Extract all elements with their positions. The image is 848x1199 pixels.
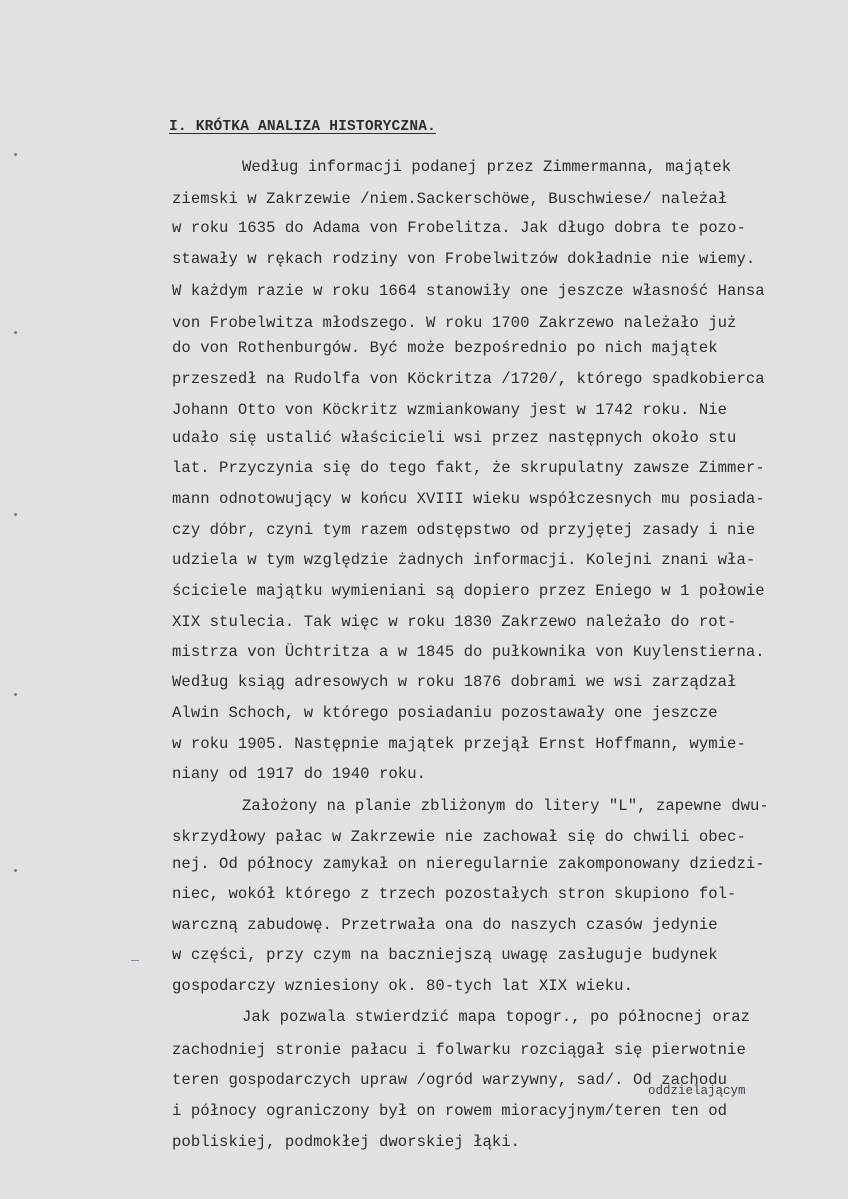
text-line: teren gospodarczych upraw /ogród warzywny, sad/. Od zachodu xyxy=(172,1071,728,1089)
text-line: w roku 1635 do Adama von Frobelitza. Jak długo dobra te pozo- xyxy=(172,219,746,237)
punch-mark xyxy=(14,153,17,156)
text-line: W każdym razie w roku 1664 stanowiły one jeszcze własność Hansa xyxy=(172,282,765,300)
text-line: pobliskiej, podmokłej dworskiej łąki. xyxy=(172,1133,521,1151)
text-line: stawały w rękach rodziny von Frobelwitzów dokładnie nie wiemy. xyxy=(172,250,756,268)
text-line: niec, wokół którego z trzech pozostałych stron skupiono fol- xyxy=(172,885,737,903)
text-line: Jak pozwala stwierdzić mapa topogr., po północnej oraz xyxy=(242,1008,751,1026)
text-line: ściciele majątku wymieniani są dopiero przez Eniego w 1 połowie xyxy=(172,582,765,600)
text-line: Alwin Schoch, w którego posiadaniu pozostawały one jeszcze xyxy=(172,704,718,722)
text-line: udało się ustalić właścicieli wsi przez następnych około stu xyxy=(172,429,737,447)
margin-mark xyxy=(131,960,139,961)
text-line: skrzydłowy pałac w Zakrzewie nie zachował się do chwili obec- xyxy=(172,828,746,846)
text-line: nej. Od północy zamykał on nieregularnie zakomponowany dziedzi- xyxy=(172,855,765,873)
interlinear-correction: oddzielającym xyxy=(648,1084,746,1098)
text-line: przeszedł na Rudolfa von Köckritza /1720/, którego spadkobierca xyxy=(172,370,765,388)
text-line: w roku 1905. Następnie majątek przejął Ernst Hoffmann, wymie- xyxy=(172,735,746,753)
punch-mark xyxy=(14,869,17,872)
text-line: i północy ograniczony był on rowem mioracyjnym/teren ten od xyxy=(172,1102,728,1120)
text-line: von Frobelwitza młodszego. W roku 1700 Zakrzewo należało już xyxy=(172,314,737,332)
text-line: udziela w tym względzie żadnych informacji. Kolejni znani wła- xyxy=(172,551,756,569)
text-line: Johann Otto von Köckritz wzmiankowany jest w 1742 roku. Nie xyxy=(172,401,728,419)
text-line: lat. Przyczynia się do tego fakt, że skrupulatny zawsze Zimmer- xyxy=(172,459,765,477)
text-line: XIX stulecia. Tak więc w roku 1830 Zakrzewo należało do rot- xyxy=(172,613,737,631)
text-line: Założony na planie zbliżonym do litery "L", zapewne dwu- xyxy=(242,797,769,815)
punch-mark xyxy=(14,331,17,334)
text-line: mann odnotowujący w końcu XVIII wieku współczesnych mu posiada- xyxy=(172,490,765,508)
text-line: warczną zabudowę. Przetrwała ona do naszych czasów jedynie xyxy=(172,916,718,934)
text-line: w części, przy czym na baczniejszą uwagę zasługuje budynek xyxy=(172,946,718,964)
text-line: do von Rothenburgów. Być może bezpośrednio po nich majątek xyxy=(172,339,718,357)
punch-mark xyxy=(14,693,17,696)
text-line: niany od 1917 do 1940 roku. xyxy=(172,765,427,783)
text-line: ziemski w Zakrzewie /niem.Sackerschöwe, Buschwiese/ należał xyxy=(172,190,728,208)
text-line: Według ksiąg adresowych w roku 1876 dobrami we wsi zarządzał xyxy=(172,673,737,691)
text-line: zachodniej stronie pałacu i folwarku rozciągał się pierwotnie xyxy=(172,1041,746,1059)
punch-mark xyxy=(14,513,17,516)
text-line: mistrza von Üchtritza a w 1845 do pułkownika von Kuylenstierna. xyxy=(172,643,765,661)
text-line: gospodarczy wzniesiony ok. 80-tych lat XIX wieku. xyxy=(172,977,633,995)
section-heading: I. KRÓTKA ANALIZA HISTORYCZNA. xyxy=(169,119,437,135)
text-line: czy dóbr, czyni tym razem odstępstwo od przyjętej zasady i nie xyxy=(172,521,756,539)
text-line: Według informacji podanej przez Zimmermanna, majątek xyxy=(242,158,732,176)
